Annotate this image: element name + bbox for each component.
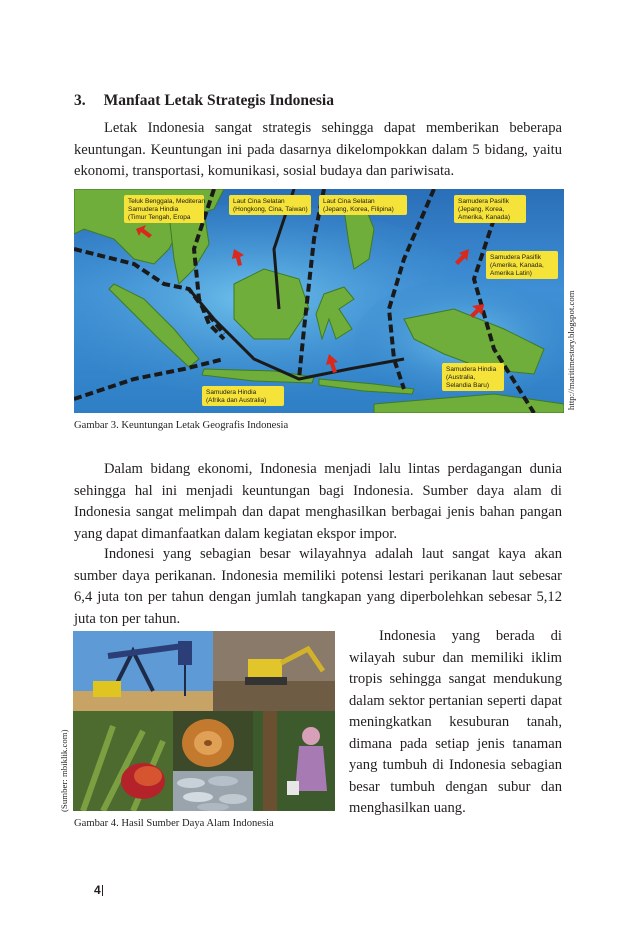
svg-text:Selandia Baru): Selandia Baru) — [446, 382, 489, 389]
svg-text:(Hongkong, Cina, Taiwan): (Hongkong, Cina, Taiwan) — [233, 206, 308, 213]
svg-text:Samudera Hindia: Samudera Hindia — [206, 389, 257, 396]
page-number-divider — [102, 885, 103, 896]
tile-timber — [173, 711, 253, 771]
svg-text:Amerika, Kanada): Amerika, Kanada) — [458, 214, 511, 221]
figure3-caption: Gambar 3. Keuntungan Letak Geografis Indonesia — [74, 420, 289, 431]
map-figure — [74, 189, 564, 413]
label-samudera-pasifik-2 — [486, 251, 558, 279]
page-number: 4 — [94, 883, 101, 897]
svg-text:(Amerika, Kanada,: (Amerika, Kanada, — [490, 262, 544, 269]
svg-text:Samudera Hindia: Samudera Hindia — [128, 206, 179, 213]
paragraph-agriculture: Indonesia yang berada di wilayah subur dan memiliki iklim tropis sehingga sangat mendukung dalam sektor pertanian seperti dapat meningkatkan kesuburan tanah, dimana pada setiap jenis tanaman yang tumbuh di Indonesia sebagian besar tumbuh dengan subur dan menghasilkan uang. — [349, 628, 562, 816]
label-laut-cina-selatan-2 — [319, 195, 407, 215]
paragraph-fisheries: Indonesi yang sebagian besar wilayahnya adalah laut sangat kaya akan sumber daya perikanan. Indonesia memiliki potensi lestari perikanan laut sebesar 6,4 juta ton per tahun dengan jumlah tangkapan yang diperbolehkan sebesar 5,12 juta ton per tahun. — [74, 546, 562, 627]
resources-collage-illustration — [73, 631, 335, 811]
paragraph-economy: Dalam bidang ekonomi, Indonesia menjadi lalu lintas perdagangan dunia sehingga hal ini menjadi keuntungan bagi Indonesia. Sumber daya alam di Indonesia sangat melimpah dan dapat menghasilkan berbagai jenis bahan pangan yang dapat dimanfaatkan dalam kegiatan ekspor impor. — [74, 461, 562, 542]
arrow-2 — [455, 249, 469, 265]
tile-fish — [173, 771, 253, 811]
svg-text:Laut Cina Selatan: Laut Cina Selatan — [233, 198, 285, 205]
svg-text:Teluk Benggala, Mediteran: Teluk Benggala, Mediteran — [128, 198, 205, 205]
svg-text:Amerika Latin): Amerika Latin) — [490, 270, 532, 277]
section-heading — [74, 92, 334, 110]
tile-rubber-tapping — [253, 711, 335, 811]
label-laut-cina-selatan-1 — [229, 195, 311, 215]
svg-text:(Jepang, Korea,: (Jepang, Korea, — [458, 206, 505, 213]
svg-text:Laut Cina Selatan: Laut Cina Selatan — [323, 198, 375, 205]
svg-text:(Afrika dan Australia): (Afrika dan Australia) — [206, 397, 267, 404]
svg-text:(Australia,: (Australia, — [446, 374, 476, 381]
tile-palm-oil — [73, 711, 173, 811]
label-samudera-pasifik-1 — [454, 195, 526, 223]
land-australia — [374, 394, 564, 413]
svg-text:Samudera Hindia: Samudera Hindia — [446, 366, 497, 373]
tile-mining — [213, 631, 335, 711]
svg-text:Samudera Pasifik: Samudera Pasifik — [458, 198, 509, 205]
svg-text:Samudera Pasifik: Samudera Pasifik — [490, 254, 541, 261]
resources-collage — [73, 631, 335, 811]
figure4-source: (Sumber: mbiklik.com) — [59, 729, 69, 812]
indonesia-map-illustration — [74, 189, 564, 413]
figure3-source: http://maritimestory.blogspot.com — [566, 290, 576, 410]
section-number: 3. — [74, 92, 86, 109]
section-title: Manfaat Letak Strategis Indonesia — [103, 92, 334, 109]
label-samudera-hindia-2 — [442, 363, 504, 391]
svg-text:(Timur Tengah, Eropa: (Timur Tengah, Eropa — [128, 214, 191, 221]
label-teluk-benggala — [124, 195, 205, 223]
label-samudera-hindia-1 — [202, 386, 284, 406]
tile-oil-pump — [73, 631, 213, 711]
svg-text:(Jepang, Korea, Filipina): (Jepang, Korea, Filipina) — [323, 206, 394, 213]
figure4-caption: Gambar 4. Hasil Sumber Daya Alam Indonesia — [74, 818, 274, 829]
paragraph-intro: Letak Indonesia sangat strategis sehingga dapat memberikan beberapa keuntungan. Keuntungan ini pada dasarnya dikelompokkan dalam 5 bidang, yaitu ekonomi, transportasi, komunikasi, sosial budaya dan pariwisata. — [74, 120, 562, 179]
